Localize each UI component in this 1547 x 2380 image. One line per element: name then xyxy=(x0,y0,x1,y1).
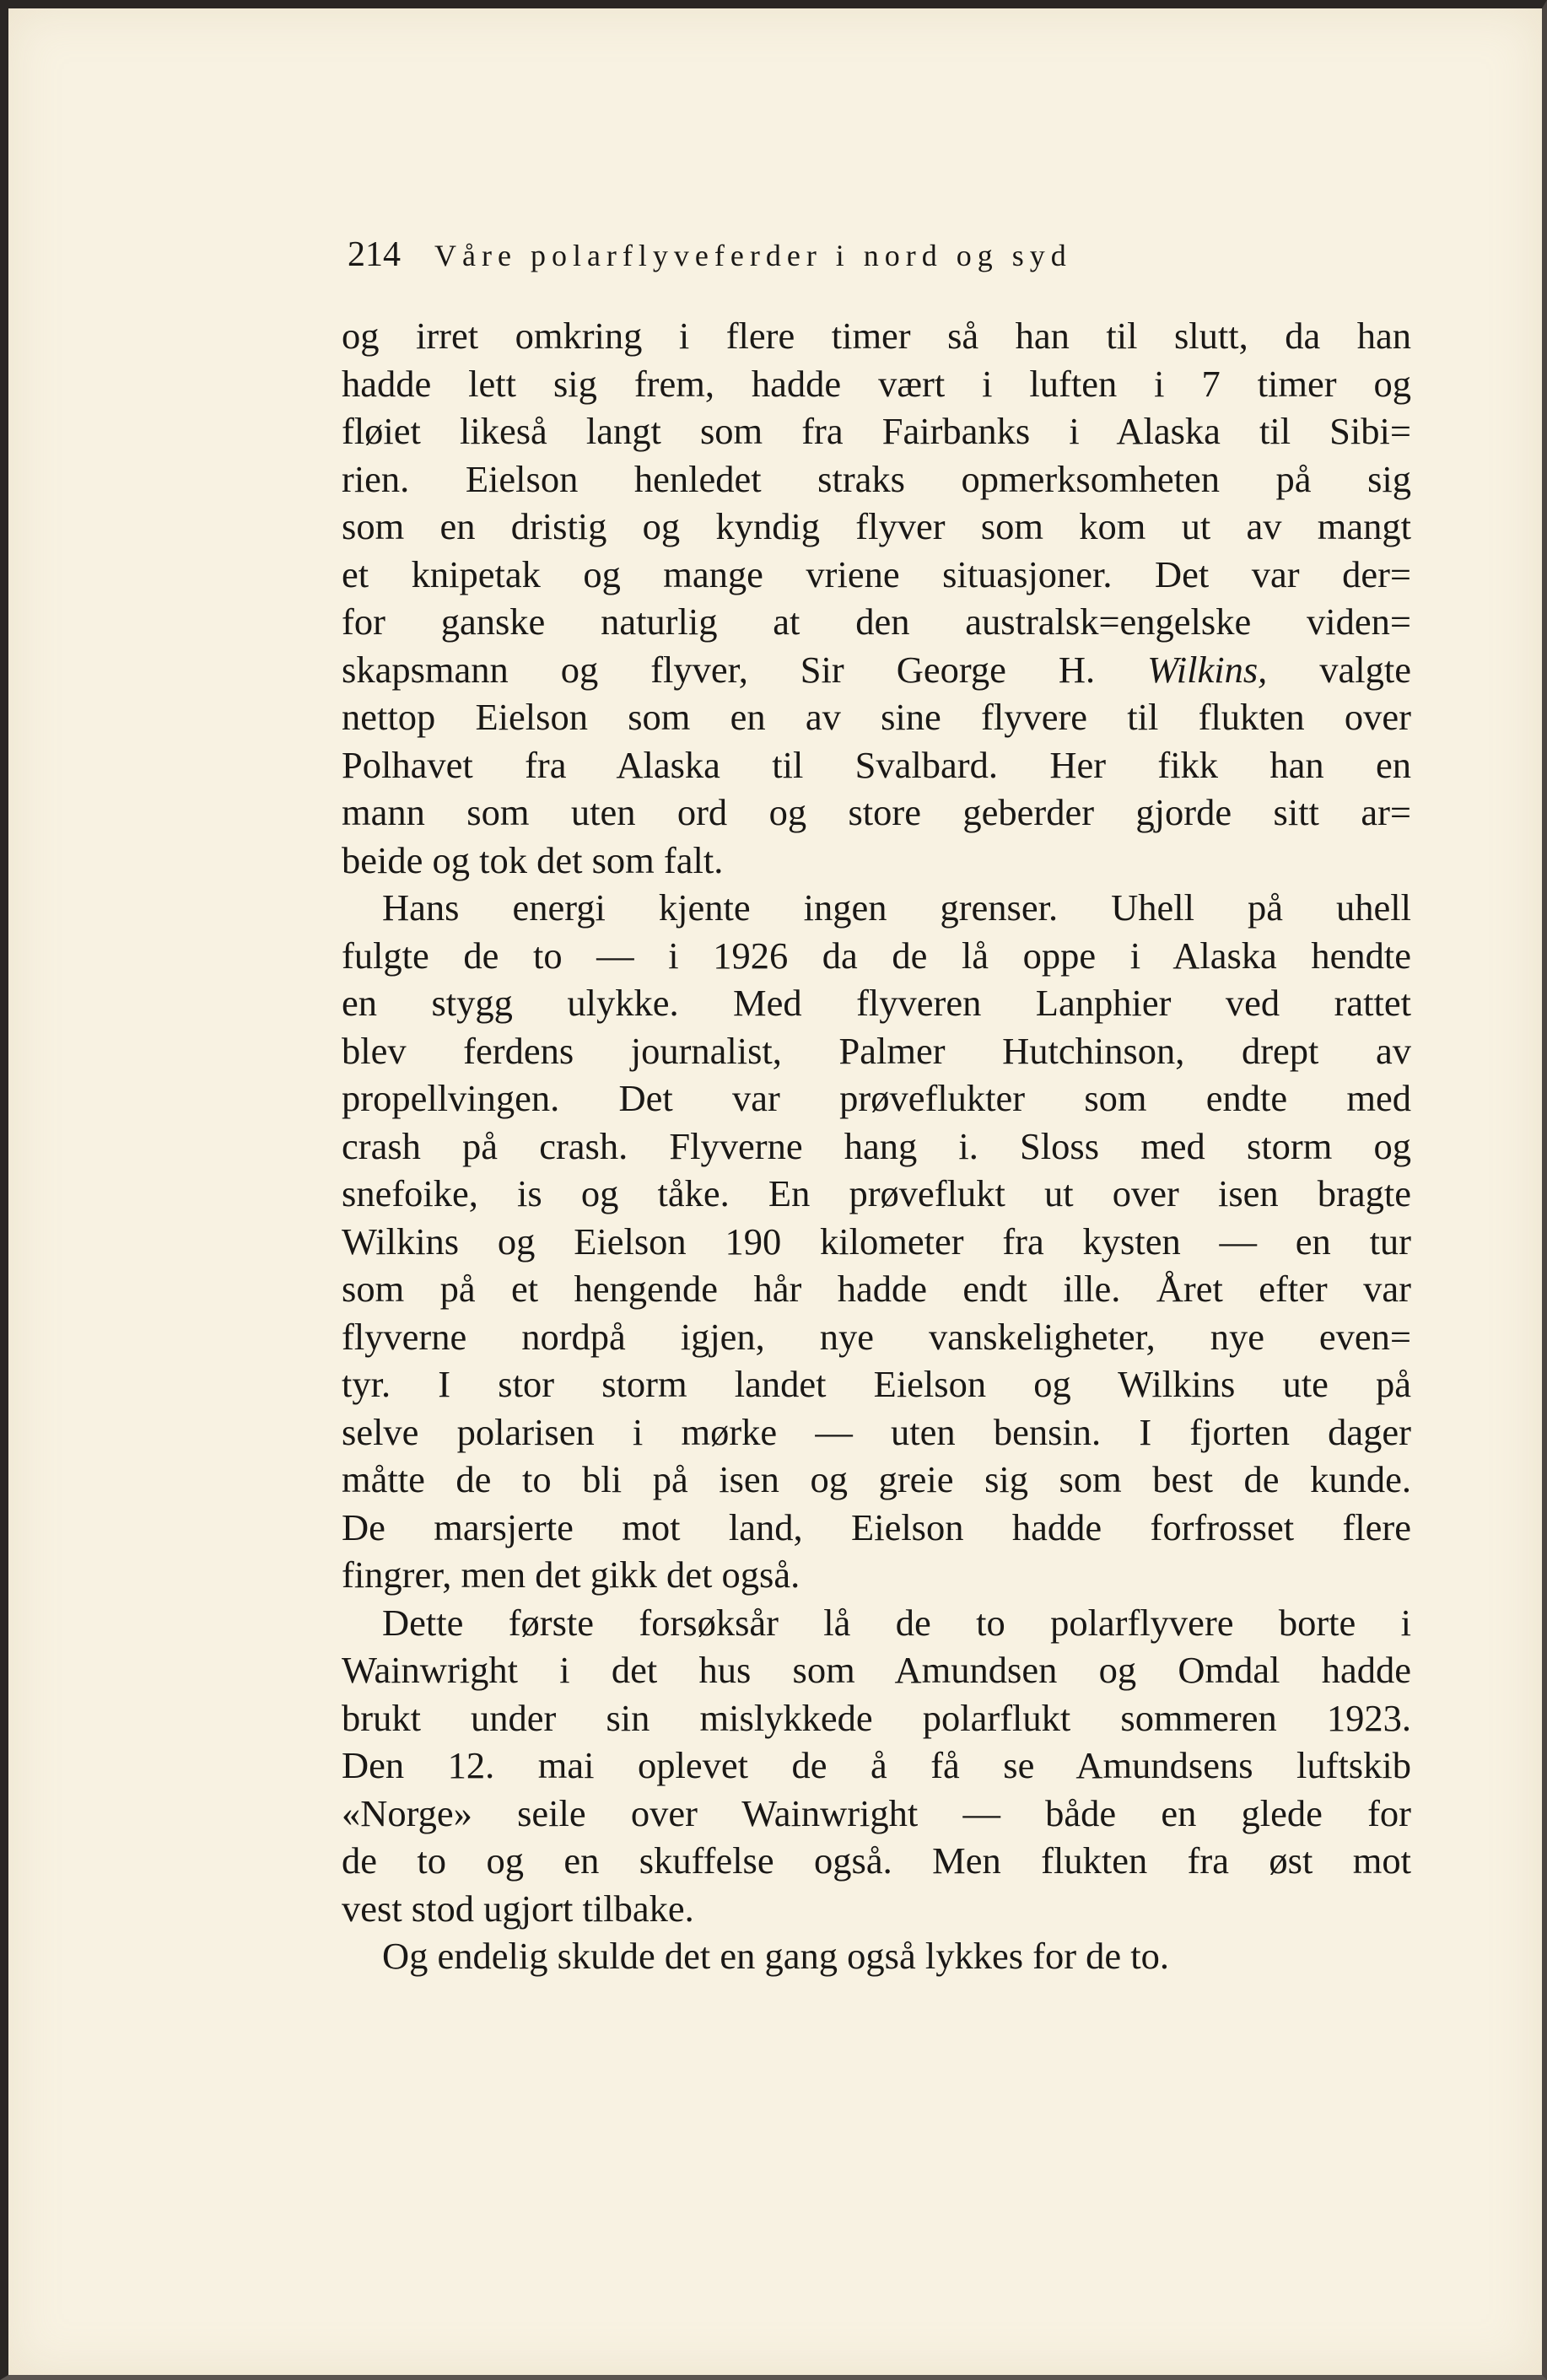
text-line: beide og tok det som falt. xyxy=(342,838,724,881)
text-line xyxy=(342,646,1411,694)
text-line: Den 12. mai oplevet de å få se Amundsens luftskib xyxy=(342,1744,1411,1786)
text-line: et knipetak og mange vriene situasjoner. Det var der= xyxy=(342,552,1411,595)
text-line: fingrer, men det gikk det også. xyxy=(342,1553,800,1596)
text-line: tyr. I stor storm landet Eielson og Wilkins ute på xyxy=(342,1363,1411,1405)
text-line: Dette første forsøksår lå de to polarflyvere borte i xyxy=(382,1601,1411,1644)
text-line: snefoike, is og tåke. En prøveflukt ut over isen bragte xyxy=(342,1172,1411,1214)
text-line: De marsjerte mot land, Eielson hadde forfrosset flere xyxy=(342,1505,1411,1548)
text-line: hadde lett sig frem, hadde vært i luften i 7 timer og xyxy=(342,362,1411,405)
text-line: de to og en skuffelse også. Men flukten fra øst mot xyxy=(342,1839,1411,1882)
text-line: og irret omkring i flere timer så han til slutt, da han xyxy=(342,315,1411,357)
page-header xyxy=(348,234,1072,275)
text-line: en stygg ulykke. Med flyveren Lanphier ved rattet xyxy=(342,982,1411,1024)
text-line: som en dristig og kyndig flyver som kom ut av mangt xyxy=(342,505,1411,547)
paragraph xyxy=(342,884,1411,1599)
text-line: nettop Eielson som en av sine flyvere til flukten over xyxy=(342,696,1411,738)
text-line: for ganske naturlig at den australsk=engelske viden= xyxy=(342,600,1411,643)
text-line: fløiet likeså langt som fra Fairbanks i Alaska til Sibi= xyxy=(342,410,1411,452)
text-line: vest stod ugjort tilbake. xyxy=(342,1887,694,1930)
page-number: 214 xyxy=(348,235,401,274)
text-line: selve polarisen i mørke — uten bensin. I fjorten dager xyxy=(342,1410,1411,1453)
italic-name: Wilkins, xyxy=(1147,648,1268,691)
text-line: propellvingen. Det var prøveflukter som endte med xyxy=(342,1077,1411,1119)
text-line: brukt under sin mislykkede polarflukt sommeren 1923. xyxy=(342,1696,1411,1739)
line-segment: valgte xyxy=(1267,648,1411,691)
text-line: Polhavet fra Alaska til Svalbard. Her fikk han en xyxy=(342,743,1411,786)
paragraph xyxy=(342,1599,1411,1933)
text-line: Wainwright i det hus som Amundsen og Omdal hadde xyxy=(342,1649,1411,1691)
running-head: Våre polarflyveferder i nord og syd xyxy=(434,239,1072,272)
text-line: «Norge» seile over Wainwright — både en glede for xyxy=(342,1791,1411,1834)
text-line: Hans energi kjente ingen grenser. Uhell på uhell xyxy=(382,886,1411,929)
text-line: som på et hengende hår hadde endt ille. Året efter var xyxy=(342,1268,1411,1310)
paragraph xyxy=(342,312,1411,884)
text-line: mann som uten ord og store geberder gjorde sitt ar= xyxy=(342,791,1411,833)
text-line: blev ferdens journalist, Palmer Hutchinson, drept av xyxy=(342,1029,1411,1072)
text-line: fulgte de to — i 1926 da de lå oppe i Alaska hendte xyxy=(342,934,1411,977)
text-line: crash på crash. Flyverne hang i. Sloss med storm og xyxy=(342,1124,1411,1167)
text-line: flyverne nordpå igjen, nye vanskeligheter, nye even= xyxy=(342,1315,1411,1358)
text-line: Og endelig skulde det en gang også lykkes for de to. xyxy=(382,1935,1170,1977)
text-line: måtte de to bli på isen og greie sig som best de kunde. xyxy=(342,1458,1411,1500)
line-segment: skapsmann og flyver, Sir George H. xyxy=(342,648,1148,691)
paragraph xyxy=(342,1932,1411,1980)
text-line: rien. Eielson henledet straks opmerksomheten på sig xyxy=(342,457,1411,500)
text-line: Wilkins og Eielson 190 kilometer fra kysten — en tur xyxy=(342,1220,1411,1263)
body-text xyxy=(342,312,1411,1980)
